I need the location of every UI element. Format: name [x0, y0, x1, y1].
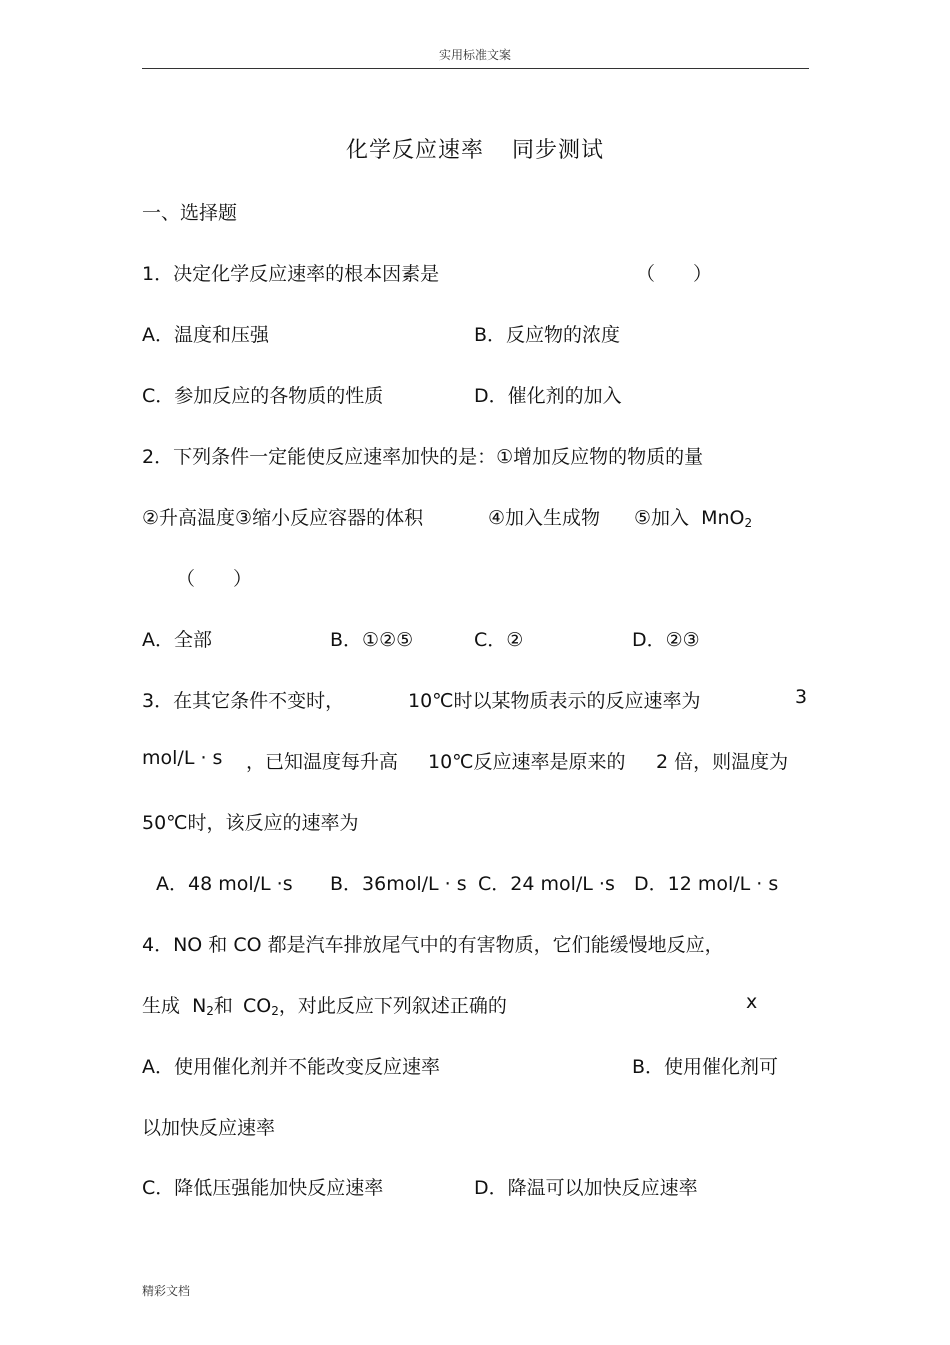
q3-stem-part6: 2 倍，则温度为 [656, 751, 789, 773]
q2-mno2-formula [701, 507, 752, 529]
q2-option-d: D．②③ [632, 629, 700, 651]
co2-subscript: 2 [271, 1004, 279, 1018]
q1-option-d: D．催化剂的加入 [474, 385, 622, 407]
q4-option-d: D．降温可以加快反应速率 [474, 1177, 698, 1199]
co2-base: CO [242, 995, 272, 1017]
q4-option-b-continued: 以加快反应速率 [142, 1117, 276, 1139]
q2-condition-2-3: ②升高温度③缩小反应容器的体积 [142, 507, 424, 529]
mno2-subscript: 2 [744, 516, 753, 530]
q3-stem-part4: ，已知温度每升高 [246, 751, 399, 773]
q2-option-b: B．①②⑤ [330, 629, 414, 651]
q4-n2-formula [192, 995, 214, 1017]
q4-co2-formula [243, 995, 279, 1017]
q2-condition-5 [634, 503, 752, 530]
q2-option-a: A．全部 [142, 629, 212, 651]
q2-option-c: C．② [474, 629, 524, 651]
header-rule [142, 68, 809, 69]
q3-option-a: A．48 mol/L ·s [156, 873, 293, 895]
q3-option-b: B．36mol/L · s [330, 873, 467, 895]
n2-base: N [192, 995, 207, 1017]
q4-text-statement: ，对此反应下列叙述正确的 [278, 995, 507, 1017]
q2-condition-5-label: ⑤加入 [634, 507, 690, 529]
page-header: 实用标准文案 [438, 48, 511, 62]
q4-text-and: 和 [213, 995, 233, 1017]
q4-answer-mark: x [746, 991, 758, 1013]
section-heading: 一、选择题 [142, 202, 238, 224]
document-title [0, 133, 950, 164]
q2-answer-bracket: （ ） [176, 568, 253, 590]
q3-stem-part7: 50℃时，该反应的速率为 [142, 812, 359, 834]
mno2-base: MnO [701, 507, 745, 529]
q3-option-d: D．12 mol/L · s [634, 873, 779, 895]
q3-stem-part1: 3．在其它条件不变时， [142, 690, 345, 712]
q3-stem-part3: 3 [795, 686, 808, 708]
q3-stem-part5: 10℃反应速率是原来的 [428, 751, 626, 773]
q3-option-c: C．24 mol/L ·s [478, 873, 615, 895]
q2-stem-line1: 2．下列条件一定能使反应速率加快的是：①增加反应物的物质的量 [142, 446, 704, 468]
q1-option-c: C．参加反应的各物质的性质 [142, 385, 384, 407]
title-main: 化学反应速率 [345, 138, 484, 163]
q1-stem: 1．决定化学反应速率的根本因素是 [142, 263, 440, 285]
q1-option-a: A．温度和压强 [142, 324, 269, 346]
q3-stem-part2: 10℃时以某物质表示的反应速率为 [408, 690, 701, 712]
q4-text-generate: 生成 [142, 995, 181, 1017]
q4-option-a: A．使用催化剂并不能改变反应速率 [142, 1056, 440, 1078]
q2-condition-4: ④加入生成物 [488, 507, 601, 529]
n2-subscript: 2 [206, 1004, 214, 1018]
q1-answer-bracket: （ ） [636, 263, 713, 285]
q3-unit: mol/L · s [142, 747, 223, 769]
q1-option-b: B．反应物的浓度 [474, 324, 621, 346]
q4-stem-line1: 4．NO 和 CO 都是汽车排放尾气中的有害物质，它们能缓慢地反应， [142, 934, 724, 956]
q4-option-c: C．降低压强能加快反应速率 [142, 1177, 384, 1199]
q4-stem-line2 [142, 991, 507, 1018]
q4-option-b: B．使用催化剂可 [632, 1056, 779, 1078]
title-sub: 同步测试 [512, 138, 605, 163]
page-footer: 精彩文档 [142, 1284, 191, 1298]
